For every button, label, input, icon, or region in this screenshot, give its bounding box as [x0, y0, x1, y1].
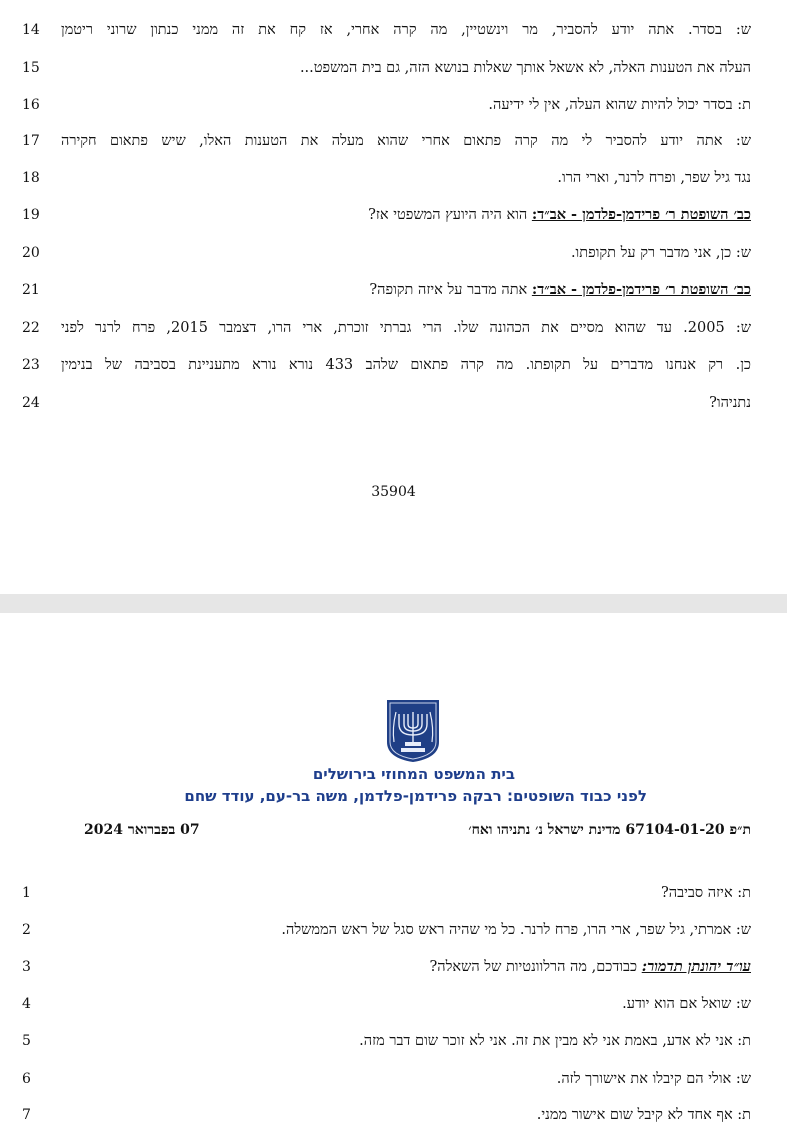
page-number: 35904: [371, 484, 416, 500]
line-text: [61, 88, 751, 122]
case-number: ת״פ 67104-01-20 מדינת ישראל נ׳ נתניהו ואח׳: [468, 822, 751, 838]
speaker-label: כב׳ השופטת ר׳ פרידמן-פלדמן - אב״ד:: [531, 206, 751, 223]
line-number: 23: [22, 357, 40, 373]
line-number: 17: [22, 133, 40, 149]
transcript-line: [0, 311, 787, 345]
line-number: 20: [22, 245, 40, 261]
transcript-line: [0, 1024, 787, 1058]
line-text: [61, 1098, 751, 1132]
line-body: ת: איזה סביבה?: [661, 885, 751, 901]
line-number: 22: [22, 320, 40, 336]
line-number: 24: [22, 395, 40, 411]
line-body: הוא היה היועץ המשפטי אז?: [368, 207, 532, 223]
speaker-label: כב׳ השופטת ר׳ פרידמן-פלדמן - אב״ד:: [531, 281, 751, 298]
speaker-label: עו״ד יהונתן תדמור:: [641, 958, 751, 975]
line-body: ת: אני לא אדע, באמת אני לא מבין את זה. אני לא זוכר שום דבר מזה.: [359, 1033, 751, 1049]
line-body: אתה מדבר על איזה תקופה?: [369, 282, 532, 298]
line-text: [61, 198, 751, 232]
transcript-line: [0, 913, 787, 947]
line-body: ש: אולי הם קיבלו את אישורך לזה.: [556, 1071, 751, 1087]
line-text: [61, 311, 751, 345]
line-body: כן. רק אנחנו מדברים על תקופתו. מה קרה פתאום שלהב 433 נורא נורא מתעניינת בסביבה של בנימין: [61, 357, 751, 373]
line-number: 4: [22, 996, 31, 1012]
line-text: [61, 913, 751, 947]
transcript-line: [0, 88, 787, 122]
page-separator: [0, 594, 787, 613]
transcript-line: [0, 13, 787, 47]
transcript-line: [0, 1062, 787, 1096]
judges-panel: לפני כבוד השופטים: רבקה פרידמן-פלדמן, משה בר-עם, עודד שחם: [184, 787, 647, 805]
line-text: [61, 876, 751, 910]
transcript-line: [0, 348, 787, 382]
transcript-line: [0, 950, 787, 984]
transcript-line: [0, 198, 787, 232]
line-body: ש: בסדר. אתה יודע להסביר, מר וינשטיין, מה קרה אחרי, אז קח את זה ממני כנתון שרוני ריטמן: [61, 22, 751, 38]
line-body: ש: 2005. עד שהוא מסיים את הכהונה שלו. הרי גברתי זוכרת, ארי הרו, דצמבר 2015, פרח לרנר לפני: [61, 320, 751, 336]
line-number: 3: [22, 959, 31, 975]
line-body: כבודכם, מה הרלוונטיות של השאלה?: [429, 959, 642, 975]
state-emblem-menorah-icon: [384, 698, 442, 764]
line-body: ת: אף אחד לא קיבל שום אישור ממני.: [536, 1107, 751, 1123]
line-number: 19: [22, 207, 40, 223]
line-body: ש: אתה יודע להסביר לי מה קרה פתאום אחרי שהוא מעלה את הטענות האלו, שיש פתאום חקירה: [61, 133, 751, 149]
line-number: 21: [22, 282, 40, 298]
line-number: 7: [22, 1107, 31, 1123]
line-body: ש: כן, אני מדבר רק על תקופתו.: [570, 245, 751, 261]
line-number: 5: [22, 1033, 31, 1049]
line-text: [61, 51, 751, 85]
transcript-line: [0, 987, 787, 1021]
line-number: 6: [22, 1071, 31, 1087]
line-text: [61, 386, 751, 420]
line-body: נגד גיל שפר, ופרח לרנר, וארי הרו.: [557, 170, 751, 186]
transcript-line: [0, 51, 787, 85]
line-text: [61, 1062, 751, 1096]
line-text: [61, 348, 751, 382]
transcript-line: [0, 273, 787, 307]
transcript-line: [0, 386, 787, 420]
line-body: ש: אמרתי, גיל שפר, ארי הרו, פרח לרנר. כל מי שהיה ראש סגל של ראש הממשלה.: [281, 922, 751, 938]
line-text: [61, 950, 751, 984]
line-text: [61, 161, 751, 195]
transcript-line: [0, 876, 787, 910]
hearing-date: 07 בפברואר 2024: [84, 822, 200, 838]
line-text: [61, 236, 751, 270]
transcript-line: [0, 161, 787, 195]
line-number: 15: [22, 60, 40, 76]
line-body: ש: שואל אם הוא יודע.: [622, 996, 751, 1012]
line-text: [61, 987, 751, 1021]
court-name: בית המשפט המחוזי בירושלים: [312, 765, 515, 783]
line-number: 14: [22, 22, 40, 38]
line-body: ת: בסדר יכול להיות שהוא העלה, אין לי ידיעה.: [488, 97, 751, 113]
line-text: [61, 1024, 751, 1058]
line-text: [61, 13, 751, 47]
line-body: נתניהו?: [709, 395, 751, 411]
line-number: 16: [22, 97, 40, 113]
line-text: [61, 273, 751, 307]
line-number: 18: [22, 170, 40, 186]
transcript-line: [0, 236, 787, 270]
transcript-line: [0, 124, 787, 158]
line-number: 2: [22, 922, 31, 938]
line-number: 1: [22, 885, 31, 901]
transcript-line: [0, 1098, 787, 1132]
line-text: [61, 124, 751, 158]
transcript-page-current: [0, 613, 787, 1139]
line-body: העלה את הטענות האלה, לא אשאל אותך שאלות בנושא הזה, גם בית המשפט...: [299, 60, 751, 76]
